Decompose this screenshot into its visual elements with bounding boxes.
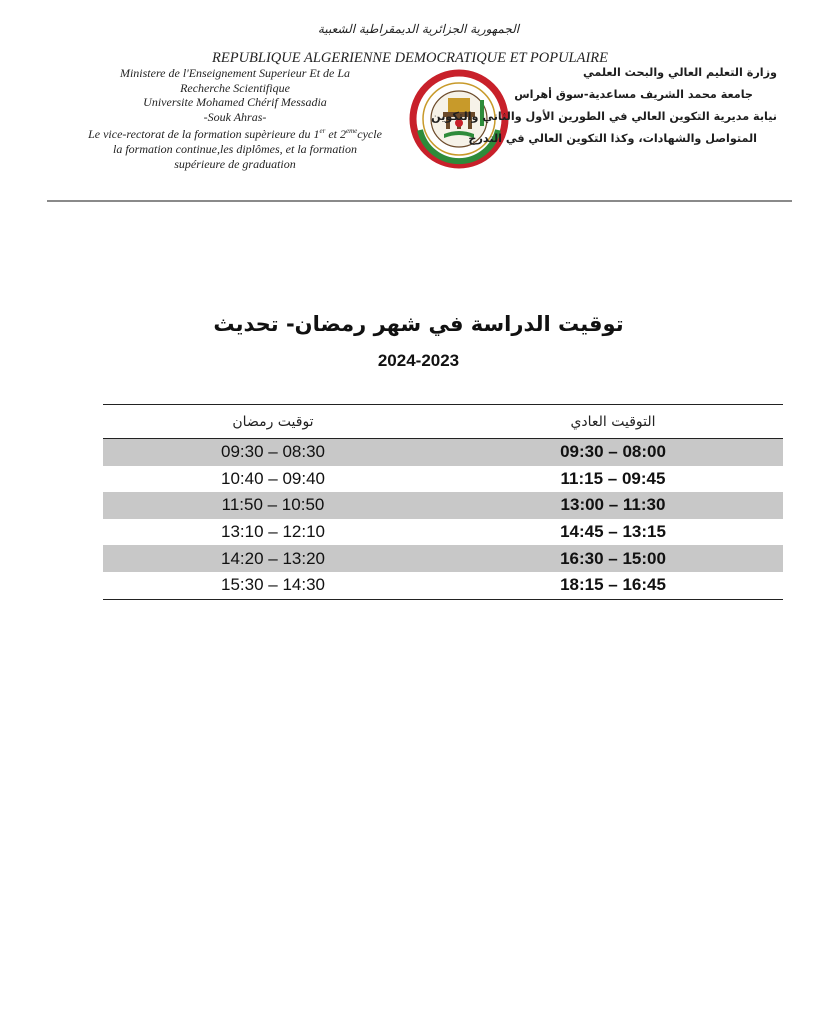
normal-time-cell: 09:30 – 08:00 xyxy=(560,442,666,462)
ar-formation-line: المتواصل والشهادات، وكذا التكوين العالي في التدرج xyxy=(468,132,757,145)
fr-research-line: Recherche Scientifique xyxy=(180,80,290,95)
arabic-institution-block xyxy=(431,62,777,150)
table-header-row xyxy=(103,405,783,439)
arabic-republic-header: الجمهورية الجزائرية الديمقراطية الشعبية xyxy=(317,22,520,36)
document-title: توقيت الدراسة في شهر رمضان- تحديث xyxy=(213,312,624,336)
normal-time-cell: 13:00 – 11:30 xyxy=(560,495,666,515)
header-divider xyxy=(47,200,792,202)
fr-graduation-line: supérieure de graduation xyxy=(174,156,296,171)
ramadan-time-cell: 15:30 – 14:30 xyxy=(221,575,325,595)
header-normal-timing: التوقيت العادي xyxy=(570,413,656,430)
fr-university-line: Universite Mohamed Chérif Messadia xyxy=(143,95,327,110)
ramadan-time-cell: 14:20 – 13:20 xyxy=(221,548,325,568)
normal-time-cell: 11:15 – 09:45 xyxy=(560,468,666,488)
header-ramadan-timing: توقيت رمضان xyxy=(232,413,314,430)
ramadan-time-cell: 10:40 – 09:40 xyxy=(221,468,325,488)
fr-vice-rectorat-line: Le vice-rectorat de la formation supèrieure du 1er et 2emecycle xyxy=(88,127,382,142)
table-row xyxy=(103,439,783,466)
french-institution-block xyxy=(60,66,410,171)
normal-time-cell: 18:15 – 16:45 xyxy=(560,575,666,595)
french-republic-header: REPUBLIQUE ALGERIENNE DEMOCRATIQUE ET POPULAIRE xyxy=(212,50,609,66)
fr-city-line: -Souk Ahras- xyxy=(203,109,267,124)
table-row xyxy=(103,519,783,546)
table-row xyxy=(103,492,783,519)
schedule-table xyxy=(103,404,783,600)
table-body xyxy=(103,439,783,599)
table-row xyxy=(103,545,783,572)
fr-formation-line: la formation continue,les diplômes, et la formation xyxy=(113,141,357,156)
academic-year: 2024-2023 xyxy=(377,351,460,370)
table-row xyxy=(103,572,783,599)
ar-university-line: جامعة محمد الشريف مساعدية-سوق أهراس xyxy=(514,88,753,101)
ramadan-time-cell: 13:10 – 12:10 xyxy=(221,522,325,542)
ramadan-time-cell: 11:50 – 10:50 xyxy=(221,495,325,515)
ar-vice-line: نيابة مديرية التكوين العالي في الطورين الأول والثاني والتكوين xyxy=(431,110,777,123)
ar-ministry-line: وزارة التعليم العالي والبحث العلمي xyxy=(583,66,777,79)
fr-ministry-line: Ministere de l'Enseignement Superieur Et de La xyxy=(119,66,351,80)
table-row xyxy=(103,466,783,493)
normal-time-cell: 16:30 – 15:00 xyxy=(560,548,666,568)
normal-time-cell: 14:45 – 13:15 xyxy=(560,522,666,542)
ramadan-time-cell: 09:30 – 08:30 xyxy=(221,442,325,462)
